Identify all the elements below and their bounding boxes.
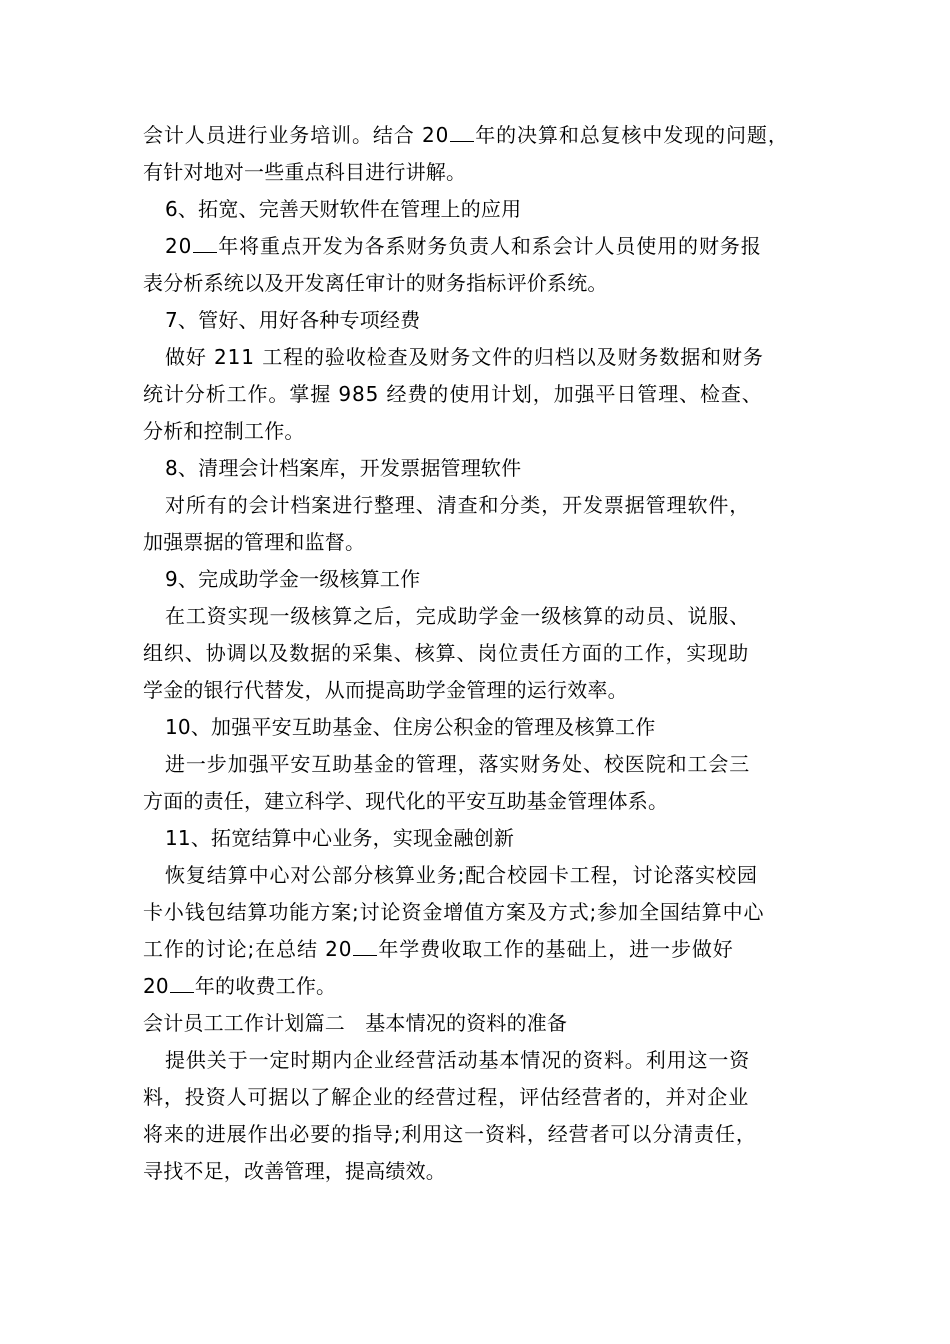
line-text-continued: 年的决算和总复核中发现的问题，: [475, 123, 789, 147]
line-text: 20: [143, 974, 169, 998]
line-text: 对所有的会计档案进行整理、清查和分类，开发票据管理软件，: [165, 493, 751, 517]
line-text: 10、加强平安互助基金、住房公积金的管理及核算工作: [165, 715, 656, 739]
line-text: 在工资实现一级核算之后，完成助学金一级核算的动员、说服、: [165, 604, 751, 628]
paragraph-line: [143, 117, 815, 154]
line-text: 会计员工工作计划篇二 基本情况的资料的准备: [143, 1011, 568, 1035]
line-text: 加强票据的管理和监督。: [143, 530, 366, 554]
line-text-continued: 年将重点开发为各系财务负责人和系会计人员使用的财务报: [218, 234, 762, 258]
paragraph-line: [143, 968, 815, 1005]
paragraph-line: [143, 783, 815, 820]
fill-in-blank: [450, 123, 474, 142]
paragraph-line: [143, 672, 815, 709]
line-text: 寻找不足，改善管理，提高绩效。: [143, 1159, 446, 1183]
document-body: [143, 117, 815, 1190]
paragraph-line: [143, 598, 815, 635]
paragraph-line: [143, 376, 815, 413]
line-text-continued: 年学费收取工作的基础上，进一步做好: [378, 937, 734, 961]
paragraph-line: [143, 487, 815, 524]
paragraph-line: [143, 265, 815, 302]
line-text: 6、拓宽、完善天财软件在管理上的应用: [165, 197, 522, 221]
paragraph-line: [143, 1079, 815, 1116]
paragraph-line: [143, 524, 815, 561]
line-text: 11、拓宽结算中心业务，实现金融创新: [165, 826, 515, 850]
line-text: 8、清理会计档案库，开发票据管理软件: [165, 456, 522, 480]
paragraph-line: [143, 154, 815, 191]
fill-in-blank: [353, 937, 377, 956]
line-text: 提供关于一定时期内企业经营活动基本情况的资料。利用这一资: [165, 1048, 751, 1072]
line-text: 料，投资人可据以了解企业的经营过程，评估经营者的，并对企业: [143, 1085, 750, 1109]
line-text: 表分析系统以及开发离任审计的财务指标评价系统。: [143, 271, 608, 295]
section-heading: [143, 450, 815, 487]
paragraph-line: [143, 1153, 815, 1190]
line-text: 分析和控制工作。: [143, 419, 305, 443]
paragraph-line: [143, 339, 815, 376]
line-text: 将来的进展作出必要的指导;利用这一资料，经营者可以分清责任，: [143, 1122, 757, 1146]
paragraph-line: [143, 635, 815, 672]
section-heading: [143, 561, 815, 598]
paragraph-line: [143, 857, 815, 894]
fill-in-blank: [170, 974, 194, 993]
line-text: 会计人员进行业务培训。结合 20: [143, 123, 450, 147]
section-heading: [143, 820, 815, 857]
line-text: 7、管好、用好各种专项经费: [165, 308, 421, 332]
line-text: 组织、协调以及数据的采集、核算、岗位责任方面的工作，实现助: [143, 641, 750, 665]
line-text: 20: [165, 234, 193, 258]
line-text: 方面的责任，建立科学、现代化的平安互助基金管理体系。: [143, 789, 669, 813]
paragraph-line: [143, 746, 815, 783]
line-text: 做好 211 工程的验收检查及财务文件的归档以及财务数据和财务: [165, 345, 764, 369]
line-text: 恢复结算中心对公部分核算业务;配合校园卡工程，讨论落实校园: [165, 863, 758, 887]
paragraph-line: [143, 1042, 815, 1079]
line-text: 有针对地对一些重点科目进行讲解。: [143, 160, 467, 184]
section-heading: [143, 302, 815, 339]
line-text: 学金的银行代替发，从而提高助学金管理的运行效率。: [143, 678, 628, 702]
line-text: 工作的讨论;在总结 20: [143, 937, 353, 961]
line-text: 进一步加强平安互助基金的管理，落实财务处、校医院和工会三: [165, 752, 751, 776]
section-heading: [143, 191, 815, 228]
section-heading: [143, 709, 815, 746]
line-text-continued: 年的收费工作。: [194, 974, 337, 998]
paragraph-line: [143, 894, 815, 931]
paragraph-line: [143, 1116, 815, 1153]
line-text: 统计分析工作。掌握 985 经费的使用计划，加强平日管理、检查、: [143, 382, 763, 406]
fill-in-blank: [193, 234, 217, 253]
line-text: 卡小钱包结算功能方案;讨论资金增值方案及方式;参加全国结算中心: [143, 900, 765, 924]
line-text: 9、完成助学金一级核算工作: [165, 567, 421, 591]
paragraph-line: [143, 413, 815, 450]
paragraph-line: [143, 931, 815, 968]
paragraph-line: [143, 1005, 815, 1042]
paragraph-line: [143, 228, 815, 265]
